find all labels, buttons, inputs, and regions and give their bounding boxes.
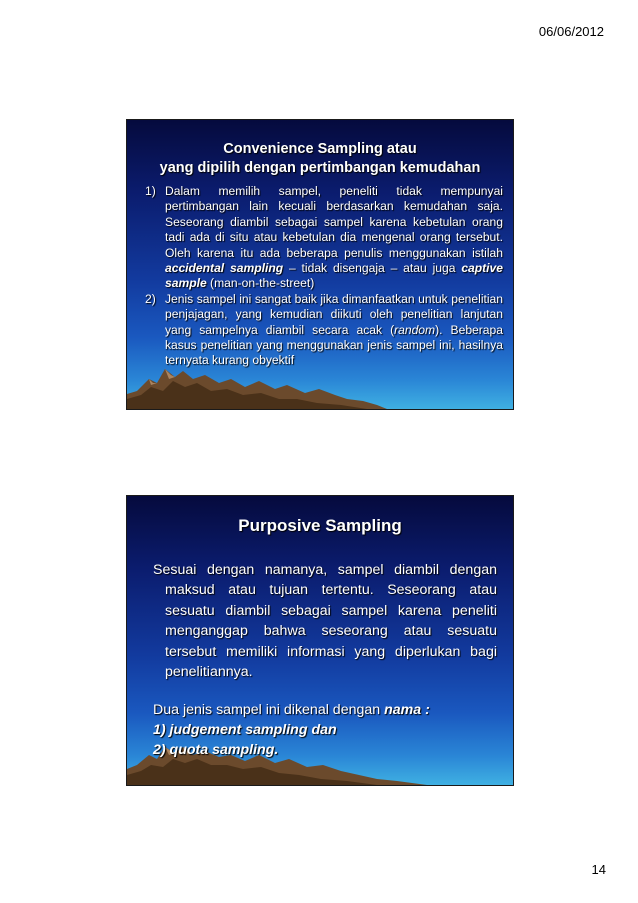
term-captive-sample: captive sample bbox=[165, 261, 503, 291]
list-item-text: Jenis sampel ini sangat baik jika dimanfaatkan untuk penelitian penjajagan, yang kemudian diikuti oleh penelitian lanjutan yang sampelnya diambil secara acak ( bbox=[165, 291, 503, 337]
type-judgement-sampling: 1) judgement sampling dan bbox=[153, 722, 337, 739]
slide2-paragraph bbox=[153, 560, 497, 682]
print-date: 06/06/2012 bbox=[538, 24, 604, 39]
sample-types bbox=[153, 700, 497, 760]
slide1-title bbox=[127, 140, 513, 178]
term-random: random bbox=[394, 322, 436, 337]
list-item-text: – tidak disengaja – atau juga bbox=[283, 261, 462, 276]
sample-types-intro-em: nama : bbox=[384, 702, 430, 719]
list-item-number: 2) bbox=[145, 291, 156, 306]
term-accidental-sampling: accidental sampling bbox=[165, 261, 284, 276]
slide2-title: Purposive Sampling bbox=[238, 516, 402, 535]
slide1-list bbox=[147, 184, 503, 369]
slide1-title-line2: yang dipilih dengan pertimbangan kemudahan bbox=[159, 160, 481, 176]
slide2-paragraph-text: Sesuai dengan namanya, sampel diambil dengan maksud atau tujuan tertentu. Seseorang atau sesuatu diambil sebagai sampel karena peneliti menganggap bahwa seseorang atau sesuatu tersebut memiliki informasi yang diperlukan bagi penelitiannya. bbox=[153, 562, 497, 681]
list-item bbox=[147, 184, 503, 292]
sample-types-intro bbox=[153, 700, 497, 720]
list-item bbox=[147, 292, 503, 369]
list-item-text: (man-on-the-street) bbox=[206, 276, 315, 291]
list-item-text: ). Beberapa kasus penelitian yang menggunakan jenis sampel ini, hasilnya ternyata kurang obyektif bbox=[165, 322, 503, 368]
slide-purposive-sampling bbox=[126, 495, 514, 786]
list-item-number: 1) bbox=[145, 184, 156, 198]
list-item-text: Dalam memilih sampel, peneliti tidak mempunyai pertimbangan lain kecuali berdasarkan kemudahan saja. Seseorang diambil sebagai sampel karena kebetulan orang tadi ada di situ atau kebetulan dia mengenal orang tersebut. Oleh karena itu ada beberapa penulis menggunakan istilah bbox=[165, 184, 503, 260]
sample-types-intro-text: Dua jenis sampel ini dikenal dengan bbox=[153, 702, 385, 719]
slide-convenience-sampling bbox=[126, 119, 514, 410]
type-quota-sampling: 2) quota sampling. bbox=[153, 742, 279, 759]
slide1-title-line1: Convenience Sampling atau bbox=[223, 141, 417, 157]
page-number: 14 bbox=[591, 862, 606, 877]
